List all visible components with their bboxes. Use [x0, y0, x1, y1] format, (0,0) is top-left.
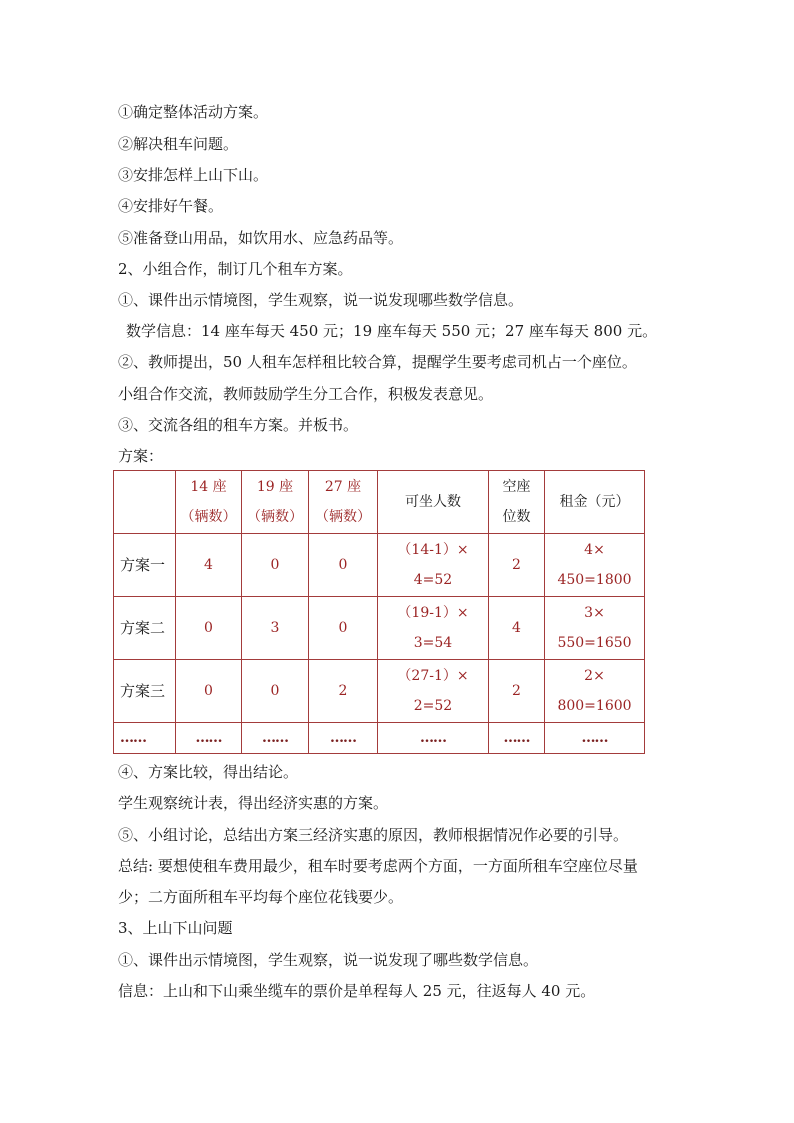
cell-27: 0: [309, 597, 378, 660]
row-name: 方案三: [114, 660, 176, 723]
cell-seats: （14-1）× 4=52: [378, 534, 489, 597]
table-header-row: [114, 471, 645, 534]
row-name: 方案一: [114, 534, 176, 597]
cell-19: 0: [242, 534, 309, 597]
text-line: 方案：: [118, 447, 164, 465]
text-line: 学生观察统计表，得出经济实惠的方案。: [118, 794, 389, 812]
cell-rent: 3× 550=1650: [545, 597, 645, 660]
ellipsis-cell: ……: [242, 723, 309, 754]
text-line: ①确定整体活动方案。: [118, 103, 269, 121]
ellipsis-cell: ……: [114, 723, 176, 754]
cell-14: 0: [176, 660, 242, 723]
cell-rent: 4× 450=1800: [545, 534, 645, 597]
header-cell-rent: 租金（元）: [545, 471, 645, 534]
text-line: ③、交流各组的租车方案。并板书。: [118, 416, 359, 434]
header-cell-14: 14 座 （辆数）: [176, 471, 242, 534]
text-line: 总结: 要想使租车费用最少，租车时要考虑两个方面，一方面所租车空座位尽量: [118, 857, 638, 875]
cell-19: 3: [242, 597, 309, 660]
text-line: ④安排好午餐。: [118, 197, 224, 215]
header-cell-27: 27 座 （辆数）: [309, 471, 378, 534]
rental-plan-table: [113, 470, 645, 754]
cell-seats: （19-1）× 3=54: [378, 597, 489, 660]
text-line: 3、上山下山问题: [118, 919, 233, 937]
header-cell-empty: [114, 471, 176, 534]
text-line: ④、方案比较，得出结论。: [118, 763, 299, 781]
cell-empty-seats: 2: [489, 660, 545, 723]
cell-rent: 2× 800=1600: [545, 660, 645, 723]
table-row: [114, 597, 645, 660]
cell-seats: （27-1）× 2=52: [378, 660, 489, 723]
table-row: [114, 534, 645, 597]
cell-19: 0: [242, 660, 309, 723]
row-name: 方案二: [114, 597, 176, 660]
ellipsis-cell: ……: [545, 723, 645, 754]
text-line: ⑤、小组讨论，总结出方案三经济实惠的原因，教师根据情况作必要的引导。: [118, 826, 629, 844]
ellipsis-cell: ……: [378, 723, 489, 754]
text-line: 2、小组合作，制订几个租车方案。: [118, 260, 353, 278]
cell-empty-seats: 4: [489, 597, 545, 660]
text-line: ①、课件出示情境图，学生观察，说一说发现哪些数学信息。: [118, 291, 524, 309]
text-line: 小组合作交流，教师鼓励学生分工合作，积极发表意见。: [118, 385, 494, 403]
cell-27: 2: [309, 660, 378, 723]
cell-14: 0: [176, 597, 242, 660]
text-line: ⑤准备登山用品，如饮用水、应急药品等。: [118, 229, 404, 247]
table-row-ellipsis: [114, 723, 645, 754]
header-cell-19: 19 座 （辆数）: [242, 471, 309, 534]
table-row: [114, 660, 645, 723]
text-line: ③安排怎样上山下山。: [118, 166, 269, 184]
text-line: 少；二方面所租车平均每个座位花钱要少。: [118, 888, 404, 906]
cell-27: 0: [309, 534, 378, 597]
ellipsis-cell: ……: [176, 723, 242, 754]
text-line: ①、课件出示情境图，学生观察，说一说发现了哪些数学信息。: [118, 951, 539, 969]
cell-empty-seats: 2: [489, 534, 545, 597]
header-cell-seats: 可坐人数: [378, 471, 489, 534]
text-line: ②、教师提出，50 人租车怎样租比较合算，提醒学生要考虑司机占一个座位。: [118, 353, 637, 371]
text-line: ②解决租车问题。: [118, 135, 239, 153]
cell-14: 4: [176, 534, 242, 597]
ellipsis-cell: ……: [309, 723, 378, 754]
text-line: 数学信息：14 座车每天 450 元；19 座车每天 550 元；27 座车每天 800 元。: [126, 322, 658, 340]
header-cell-empty-seats: 空座 位数: [489, 471, 545, 534]
text-line: 信息：上山和下山乘坐缆车的票价是单程每人 25 元，往返每人 40 元。: [118, 982, 596, 1000]
ellipsis-cell: ……: [489, 723, 545, 754]
